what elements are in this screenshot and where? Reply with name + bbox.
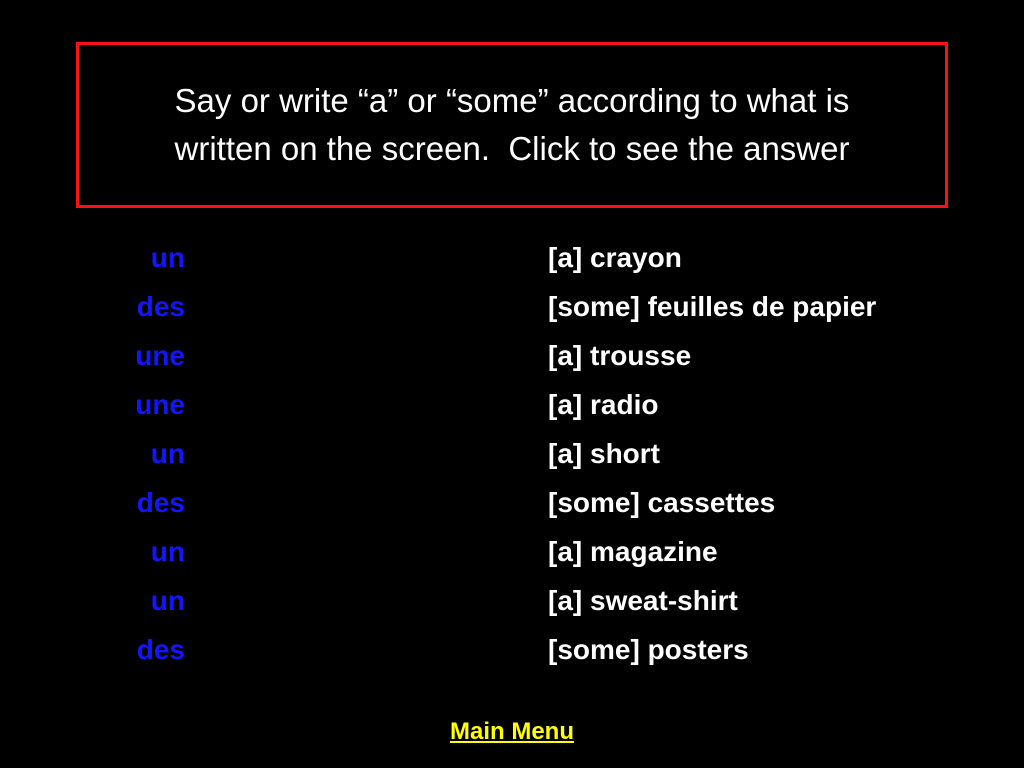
article-answer[interactable]: un bbox=[150, 536, 185, 567]
noun-prompt: [some] cassettes bbox=[548, 487, 776, 518]
main-menu-container bbox=[0, 714, 1024, 753]
vocab-row bbox=[0, 287, 1024, 336]
article-answer[interactable]: des bbox=[136, 634, 185, 665]
noun-prompt: [some] posters bbox=[548, 634, 749, 665]
instruction-line-1: Say or write “a” or “some” according to what is bbox=[174, 82, 850, 119]
noun-prompt: [a] radio bbox=[548, 389, 659, 420]
vocab-row bbox=[0, 532, 1024, 581]
article-answer[interactable]: une bbox=[135, 340, 185, 371]
noun-prompt: [some] feuilles de papier bbox=[548, 291, 877, 322]
instruction-line-2: written on the screen. Click to see the answer bbox=[174, 130, 850, 167]
vocab-row bbox=[0, 483, 1024, 532]
vocab-row bbox=[0, 385, 1024, 434]
article-answer[interactable]: un bbox=[150, 585, 185, 616]
noun-prompt: [a] crayon bbox=[548, 242, 682, 273]
article-answer[interactable]: une bbox=[135, 389, 185, 420]
vocab-row bbox=[0, 336, 1024, 385]
article-answer[interactable]: un bbox=[150, 242, 185, 273]
vocab-row bbox=[0, 630, 1024, 679]
article-answer[interactable]: un bbox=[150, 438, 185, 469]
noun-prompt: [a] trousse bbox=[548, 340, 692, 371]
vocab-row bbox=[0, 434, 1024, 483]
article-answer[interactable]: des bbox=[136, 291, 185, 322]
instruction-box bbox=[76, 42, 948, 208]
noun-prompt: [a] magazine bbox=[548, 536, 718, 567]
vocab-row bbox=[0, 238, 1024, 287]
article-answer[interactable]: des bbox=[136, 487, 185, 518]
main-menu-link[interactable]: Main Menu bbox=[450, 718, 574, 745]
noun-prompt: [a] short bbox=[548, 438, 660, 469]
vocab-row bbox=[0, 581, 1024, 630]
noun-prompt: [a] sweat-shirt bbox=[548, 585, 738, 616]
